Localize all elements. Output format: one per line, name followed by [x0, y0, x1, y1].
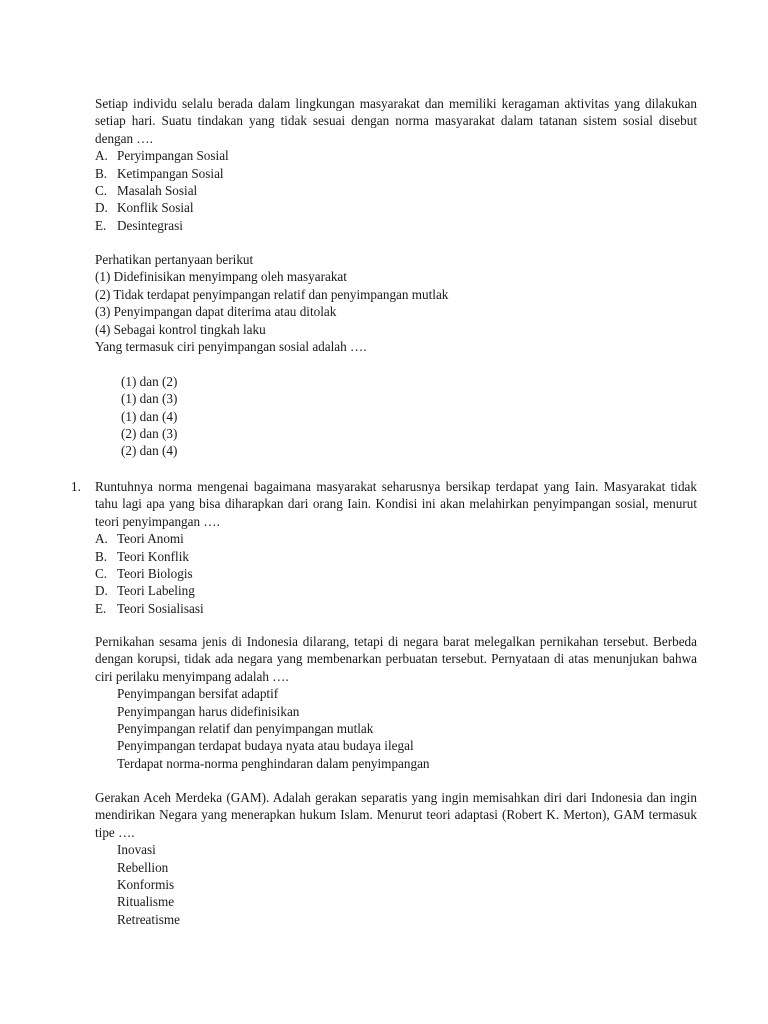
option-item: (2) dan (3) — [121, 426, 178, 442]
option-item: Inovasi — [117, 842, 156, 858]
option-item: (1) dan (3) — [121, 391, 178, 407]
question-1 — [95, 95, 697, 234]
option-text: Ketimpangan Sosial — [117, 165, 224, 181]
option-item — [95, 582, 697, 599]
statement-item: (3) Penyimpangan dapat diterima atau ditolak — [95, 304, 337, 320]
option-text: Peryimpangan Sosial — [117, 148, 229, 164]
option-letter: A. — [95, 531, 108, 547]
option-letter: A. — [95, 148, 108, 164]
question-number: 1. — [71, 479, 81, 494]
question-4 — [95, 633, 697, 772]
option-letter: D. — [95, 583, 108, 599]
option-letter: C. — [95, 566, 108, 582]
option-item: Konformis — [117, 877, 175, 893]
option-item: Ritualisme — [117, 894, 175, 910]
option-text: Desintegrasi — [117, 217, 183, 233]
option-letter: E. — [95, 217, 107, 233]
option-letter: B. — [95, 548, 108, 564]
option-letter: D. — [95, 200, 108, 216]
option-item — [95, 147, 697, 164]
option-item: Rebellion — [117, 859, 169, 875]
option-text: Teori Konflik — [117, 548, 189, 564]
option-item — [95, 565, 697, 582]
question-3 — [71, 478, 697, 617]
option-item: Penyimpangan bersifat adaptif — [117, 686, 279, 702]
option-item: Terdapat norma-norma penghindaran dalam penyimpangan — [117, 755, 430, 771]
option-letter: E. — [95, 600, 107, 616]
question-1-stem: Setiap individu selalu berada dalam lingkungan masyarakat dan memiliki keragaman aktivitas yang dilakukan setiap hari. Suatu tindakan yang tidak sesuai dengan norma masyarakat dalam tatanan sistem sosial disebut dengan …. — [95, 96, 697, 146]
option-text: Masalah Sosial — [117, 183, 198, 199]
option-item: Penyimpangan terdapat budaya nyata atau budaya ilegal — [117, 738, 414, 754]
option-text: Teori Anomi — [117, 531, 184, 547]
option-item — [95, 548, 697, 565]
question-2-intro: Perhatikan pertanyaan berikut — [95, 252, 254, 267]
option-item — [95, 165, 697, 182]
statement-item: (2) Tidak terdapat penyimpangan relatif dan penyimpangan mutlak — [95, 286, 449, 302]
question-5 — [95, 789, 697, 928]
option-item — [95, 530, 697, 547]
option-item: Penyimpangan harus didefinisikan — [117, 703, 300, 719]
statement-item: (1) Didefinisikan menyimpang oleh masyarakat — [95, 269, 347, 285]
option-letter: B. — [95, 165, 108, 181]
option-item — [95, 217, 697, 234]
option-item — [95, 199, 697, 216]
option-text: Teori Labeling — [117, 583, 195, 599]
option-item: (2) dan (4) — [121, 443, 178, 459]
option-item — [95, 182, 697, 199]
question-5-stem: Gerakan Aceh Merdeka (GAM). Adalah gerakan separatis yang ingin memisahkan diri dari Indonesia dan ingin mendirikan Negara yang menerapkan hukum Islam. Menurut teori adaptasi (Robert K. Merton), GAM termasuk tipe …. — [95, 790, 697, 840]
question-2-prompt: Yang termasuk ciri penyimpangan sosial adalah …. — [95, 339, 367, 355]
option-text: Konflik Sosial — [117, 200, 194, 216]
statement-item: (4) Sebagai kontrol tingkah laku — [95, 321, 266, 337]
question-3-options — [95, 530, 697, 617]
option-text: Teori Sosialisasi — [117, 600, 204, 616]
question-3-stem: Runtuhnya norma mengenai bagaimana masyarakat seharusnya bersikap terdapat yang Iain. Masyarakat tidak tahu lagi apa yang bisa diharapkan dari orang Iain. Kondisi ini akan melahirkan penyimpangan sosial, menurut teori penyimpangan …. — [95, 479, 697, 529]
question-2 — [95, 251, 697, 460]
option-item — [95, 600, 697, 617]
option-item: (1) dan (2) — [121, 373, 178, 389]
question-1-options — [95, 147, 697, 234]
option-item: Penyimpangan relatif dan penyimpangan mutlak — [117, 721, 374, 737]
option-item: (1) dan (4) — [121, 408, 178, 424]
option-letter: C. — [95, 183, 108, 199]
option-item: Retreatisme — [117, 911, 180, 927]
question-4-stem: Pernikahan sesama jenis di Indonesia dilarang, tetapi di negara barat melegalkan pernikahan tersebut. Berbeda dengan korupsi, tidak ada negara yang membenarkan perbuatan tersebut. Pernyataan di atas menunjukan bahwa ciri perilaku menyimpang adalah …. — [95, 634, 697, 684]
option-text: Teori Biologis — [117, 566, 193, 582]
